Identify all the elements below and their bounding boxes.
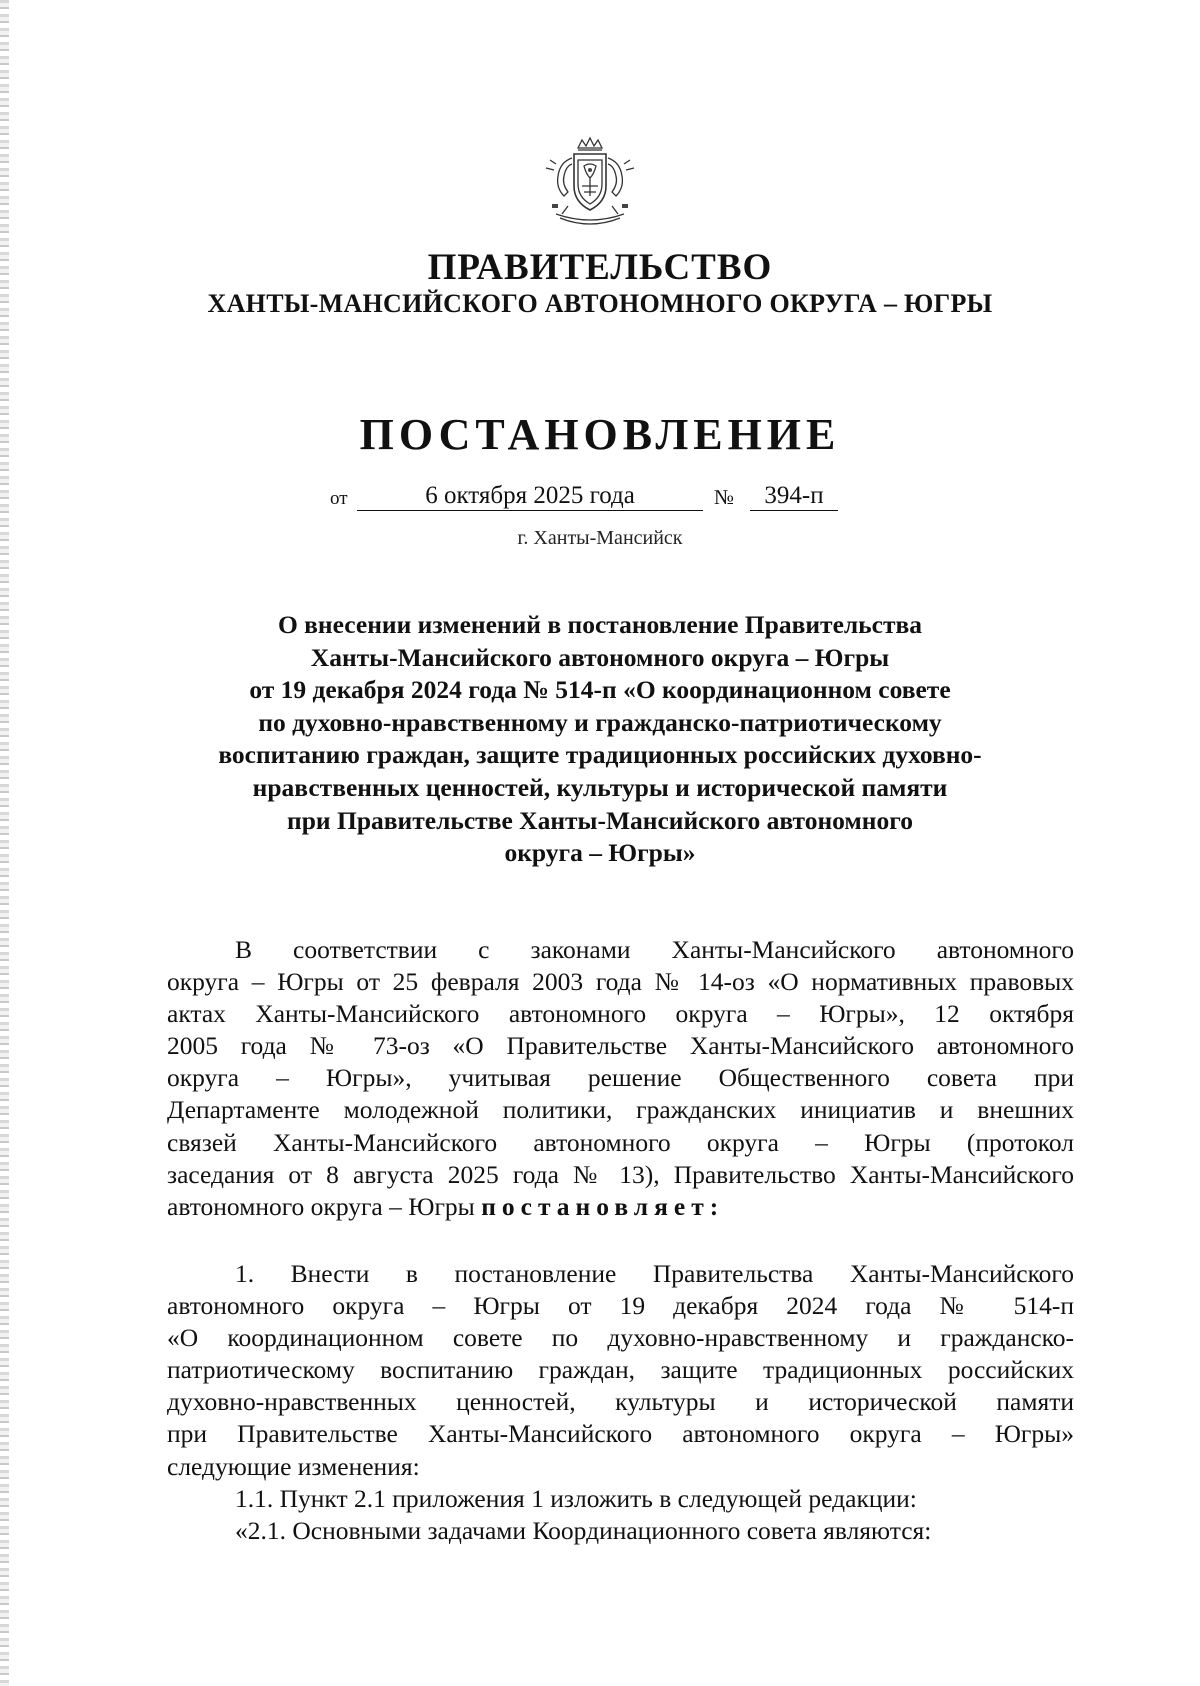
body-line: патриотическому воспитанию граждан, защите традиционных российских [167,1355,1074,1385]
preamble-paragraph [167,934,1074,1223]
number-sign: № [714,485,735,509]
body-line: автономного округа – Югры от 19 декабря 2024 года № 514-п [167,1291,1074,1321]
body-line: при Правительстве Ханты-Мансийского автономного округа – Югры» [167,1419,1074,1449]
body-line: Департаменте молодежной политики, гражданских инициатив и внешних [167,1095,1074,1125]
document-date: 6 октября 2025 года [357,482,703,511]
item-1-1-line: 1.1. Пункт 2.1 приложения 1 изложить в следующей редакции: [235,1483,917,1513]
body-line: «О координационном совете по духовно-нравственному и гражданско- [167,1323,1074,1353]
item-1-paragraph [167,1258,1074,1547]
body-line: 2005 года № 73-оз «О Правительстве Ханты-Мансийского автономного [167,1031,1074,1061]
heading-line: воспитанию граждан, защите традиционных российских духовно- [218,740,982,770]
government-title: ПРАВИТЕЛЬСТВО [427,247,773,288]
date-number-line [330,482,890,514]
body-line: связей Ханты-Мансийского автономного округа – Югры (протокол [167,1127,1074,1157]
body-line: В соответствии с законами Ханты-Мансийского автономного [235,935,1074,964]
resolves-word: постановляет: [481,1191,725,1221]
city-line: г. Ханты-Мансийск [517,527,683,549]
body-line-last [167,1191,1074,1223]
document-kind-title: ПОСТАНОВЛЕНИЕ [359,410,841,459]
coat-of-arms-emblem [538,134,642,232]
body-line: автономного округа – Югры [167,1191,475,1221]
body-line: заседания от 8 августа 2025 года № 13), Правительство Ханты-Мансийского [167,1159,1074,1189]
body-line: духовно-нравственных ценностей, культуры и исторической памяти [167,1387,1074,1417]
document-number: 394-п [750,482,838,511]
heading-line: нравственных ценностей, культуры и исторической памяти [252,772,948,802]
heading-line: при Правительстве Ханты-Мансийского автономного [287,805,913,835]
document-heading [150,609,1050,870]
item-2-1-quote-line: «2.1. Основными задачами Координационного совета являются: [235,1515,932,1545]
heading-line: О внесении изменений в постановление Правительства [277,610,923,639]
date-prefix: от [330,488,348,509]
heading-line: от 19 декабря 2024 года № 514-п «О координационном совете [249,675,951,705]
body-line: актах Ханты-Мансийского автономного округа – Югры», 12 октября [167,999,1074,1029]
region-title: ХАНТЫ-МАНСИЙСКОГО АВТОНОМНОГО ОКРУГА – ЮГРЫ [207,289,993,318]
body-line: следующие изменения: [167,1451,420,1481]
body-line: округа – Югры», учитывая решение Общественного совета при [167,1063,1074,1093]
body-line: 1. Внести в постановление Правительства Ханты-Мансийского [235,1259,1074,1288]
heading-line: округа – Югры» [504,838,696,868]
heading-line: по духовно-нравственному и гражданско-патриотическому [258,707,942,737]
heading-line: Ханты-Мансийского автономного округа – Югры [310,642,890,672]
body-line: округа – Югры от 25 февраля 2003 года № 14-оз «О нормативных правовых [167,967,1074,997]
